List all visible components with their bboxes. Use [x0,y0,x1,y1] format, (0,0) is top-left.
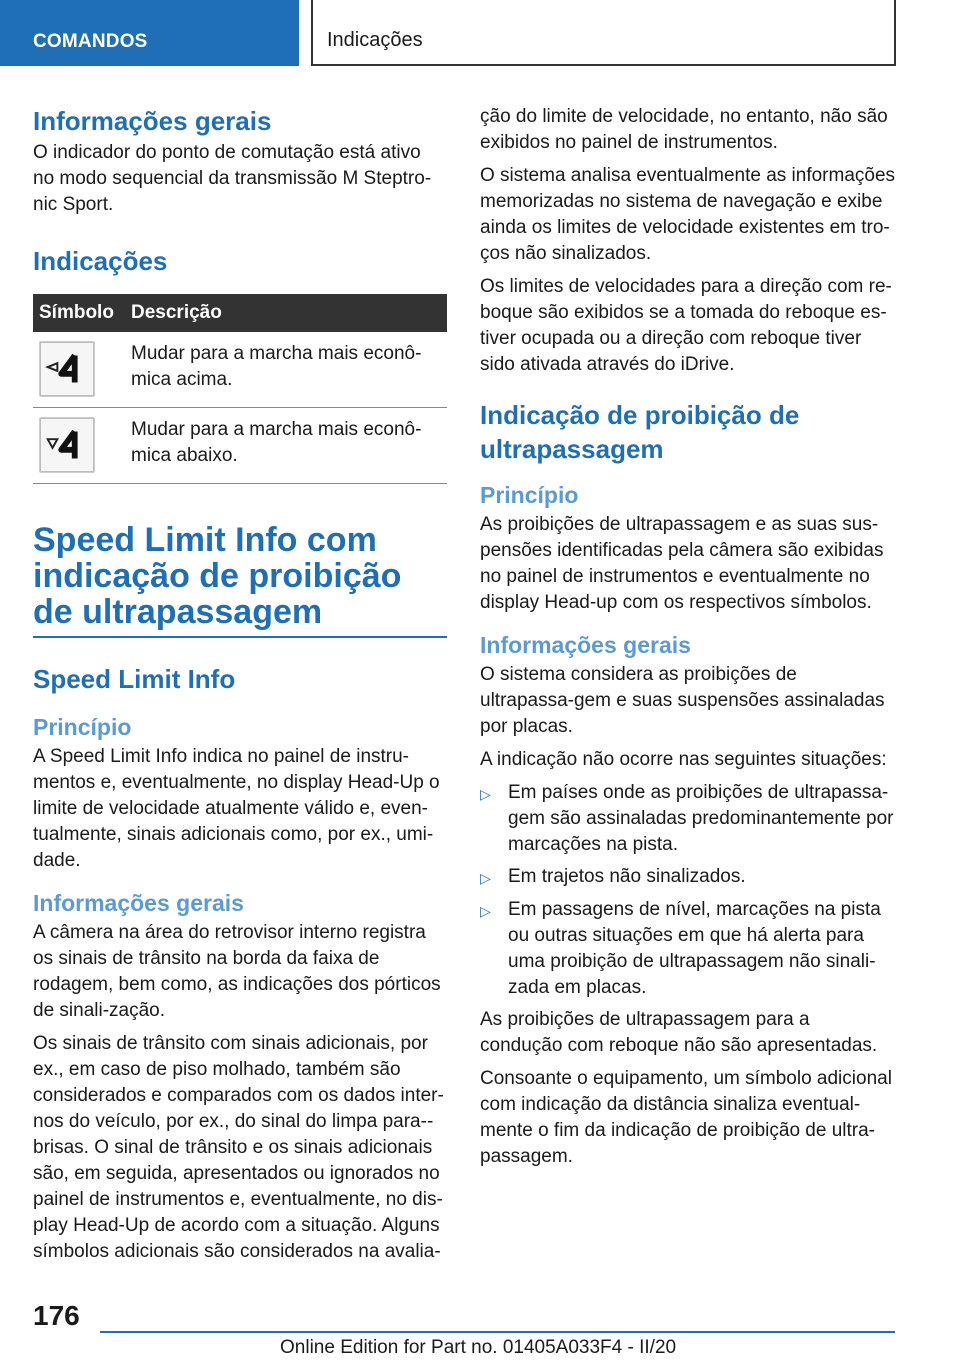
footer-edition: Online Edition for Part no. 01405A033F4 - II/20 [280,1337,677,1358]
table-header-symbol: Símbolo [33,294,125,332]
paragraph-additional-signs: Os sinais de trânsito com sinais adicionais, por ex., em caso de piso molhado, também são considerados e comparados com os dados inter-nos do veículo, por ex., do sinal do limpa para--brisas. O sinal de trânsito e os sinais adicionais são, em seguida, apresentados ou ignorados no painel de instrumentos e, eventualmente, no dis-play Head-Up de acordo com a situação. Alguns símbolos adicionais são considerados na avalia- [33,1033,444,1262]
page-number: 176 [33,1300,80,1331]
triangle-bullet-icon: ▷ [480,786,491,802]
paragraph-signs: O sistema considera as proibições de ultrapassa-gem e suas suspensões assinaladas por placas. [480,664,885,737]
page-title: Speed Limit Info com indicação de proibição de ultrapassagem [33,522,447,638]
triangle-bullet-icon: ▷ [480,870,491,886]
heading-general-info-2: Informações gerais [33,890,244,916]
paragraph-principle-2: As proibições de ultrapassagem e as suas sus-pensões identificadas pela câmera são exibidas no painel de instrumentos e eventualmente no display Head-up com os respectivos símbolos. [480,514,884,613]
table-row [33,408,447,484]
paragraph-camera: A câmera na área do retrovisor interno registra os sinais de trânsito na borda da faixa de rodagem, bem como, as indicações dos pórticos de sinali-zação. [33,922,441,1021]
chapter-tab[interactable]: Indicações [311,0,896,66]
heading-no-overtaking: Indicação de proibição de ultrapassagem [480,400,800,464]
triangle-bullet-icon: ▷ [480,903,491,919]
list-item: ▷ Em trajetos não sinalizados. [480,864,896,891]
section-tab[interactable]: COMANDOS [0,0,299,66]
right-column [480,100,896,1177]
row-description: Mudar para a marcha mais econô-mica abaixo. [125,408,447,484]
heading-general-info: Informações gerais [33,106,272,136]
list-item: ▷ Em passagens de nível, marcações na pista ou outras situações em que há alerta para uma proibição de ultrapassagem não sinali-zada em placas. [480,897,896,1001]
heading-general-info-3: Informações gerais [480,632,691,658]
paragraph-general-info: O indicador do ponto de comutação está ativo no modo sequencial da transmissão M Steptro-nic Sport. [33,142,432,215]
page-header [0,0,960,66]
left-column [33,100,447,1272]
paragraph-equipment: Consoante o equipamento, um símbolo adicional com indicação da distância sinaliza eventual-mente o fim da indicação de proibição de ultra-passagem. [480,1068,892,1167]
table-row [33,332,447,408]
footer-divider [100,1331,895,1333]
paragraph-principle: A Speed Limit Info indica no painel de instru-mentos e, eventualmente, no display Head-Up o limite de velocidade atualmente válido e, even-tualmente, sinais adicionais como, por ex., umi-dade. [33,746,440,871]
list-item: ▷ Em países onde as proibições de ultrapassa-gem são assinaladas predominantemente por marcações na pista. [480,780,896,858]
heading-principle-2: Princípio [480,482,579,508]
paragraph-towing: As proibições de ultrapassagem para a condução com reboque não são apresentadas. [480,1009,878,1056]
gear-down-icon [39,417,95,473]
row-description: Mudar para a marcha mais econô-mica acima. [125,332,447,408]
paragraph-continued: ção do limite de velocidade, no entanto, não são exibidos no painel de instrumentos. [480,106,888,153]
indications-table [33,294,447,484]
heading-principle: Princípio [33,714,132,740]
gear-up-icon [39,341,95,397]
heading-indications: Indicações [33,246,168,276]
paragraph-situations: A indicação não ocorre nas seguintes situações: [480,749,887,770]
table-header-description: Descrição [125,294,447,332]
heading-speed-limit-info: Speed Limit Info [33,664,236,694]
paragraph-towing-limits: Os limites de velocidades para a direção com re-boque são exibidos se a tomada do reboque es-tiver ocupada ou a direção com reboque tiver sido ativada através do iDrive. [480,276,892,375]
paragraph-navigation: O sistema analisa eventualmente as informações memorizadas no sistema de navegação e exibe ainda os limites de velocidade existentes em tro-ços não sinalizados. [480,165,896,264]
